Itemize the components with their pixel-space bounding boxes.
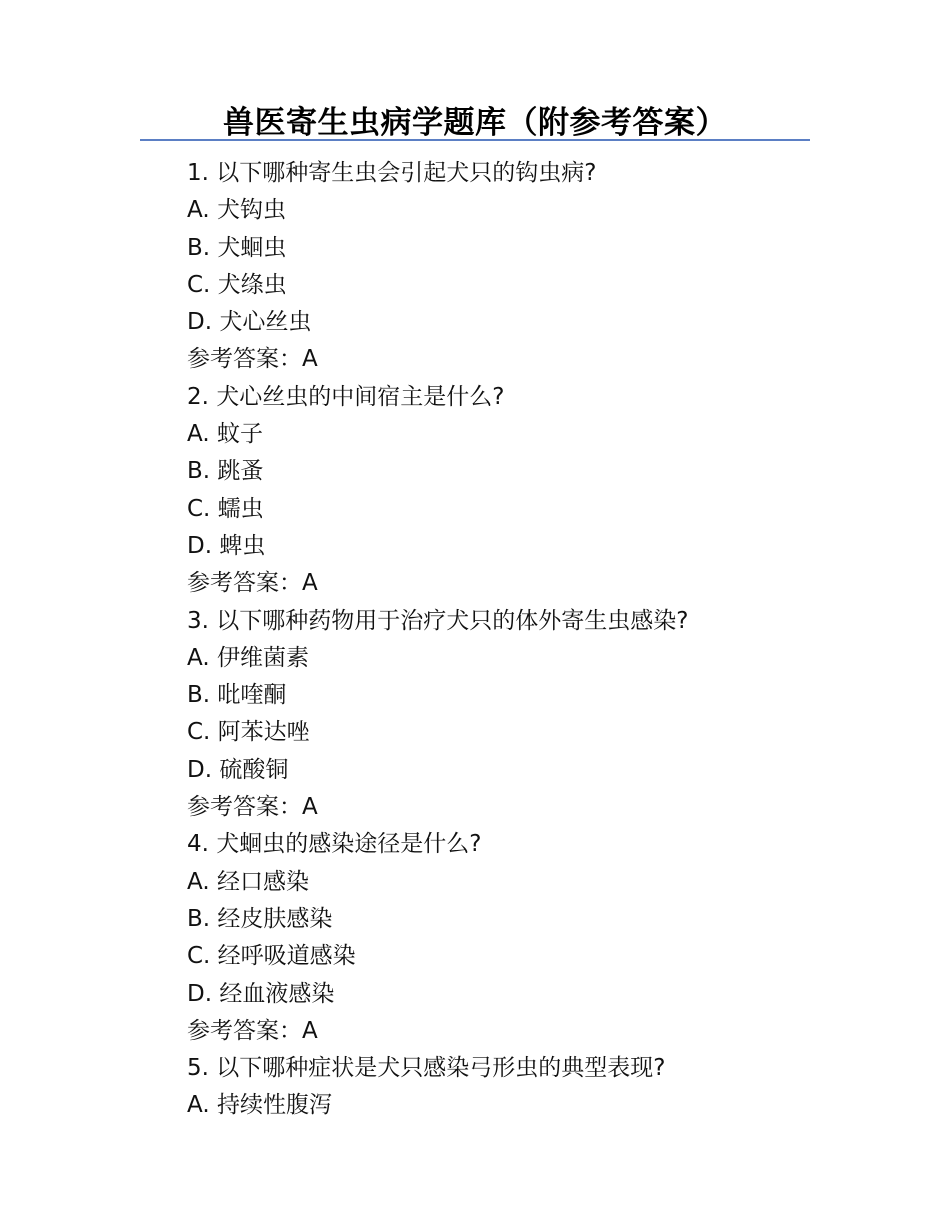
option-a: A. 犬钩虫: [187, 197, 286, 224]
option-b: B. 吡喹酮: [187, 682, 287, 709]
answer-text: 参考答案：A: [187, 794, 318, 821]
answer-text: 参考答案：A: [187, 346, 318, 373]
question-text: 2. 犬心丝虫的中间宿主是什么?: [187, 383, 505, 410]
option-a: A. 持续性腹泻: [187, 1092, 332, 1119]
option-a: A. 蚊子: [187, 421, 263, 448]
option-b: B. 犬蛔虫: [187, 234, 287, 261]
option-b: B. 跳蚤: [187, 458, 264, 485]
question-text: 1. 以下哪种寄生虫会引起犬只的钩虫病?: [187, 160, 597, 186]
option-d: D. 犬心丝虫: [187, 309, 312, 336]
option-d: D. 经血液感染: [187, 980, 335, 1007]
option-c: C. 蠕虫: [187, 495, 264, 522]
option-c: C. 犬绦虫: [187, 271, 287, 298]
option-c: C. 阿苯达唑: [187, 719, 310, 746]
option-c: C. 经呼吸道感染: [187, 943, 356, 970]
document-title: 兽医寄生虫病学题库（附参考答案）: [223, 105, 727, 141]
option-a: A. 经口感染: [187, 868, 309, 895]
question-text: 4. 犬蛔虫的感染途径是什么?: [187, 831, 482, 858]
question-text: 5. 以下哪种症状是犬只感染弓形虫的典型表现?: [187, 1055, 666, 1082]
title-underline: [140, 139, 810, 141]
option-d: D. 硫酸铜: [187, 756, 289, 783]
option-d: D. 蜱虫: [187, 532, 266, 559]
answer-text: 参考答案：A: [187, 570, 318, 597]
answer-text: 参考答案：A: [187, 1017, 318, 1044]
option-a: A. 伊维菌素: [187, 644, 309, 671]
option-b: B. 经皮肤感染: [187, 905, 333, 932]
question-text: 3. 以下哪种药物用于治疗犬只的体外寄生虫感染?: [187, 607, 689, 634]
question-list: [187, 155, 827, 1125]
